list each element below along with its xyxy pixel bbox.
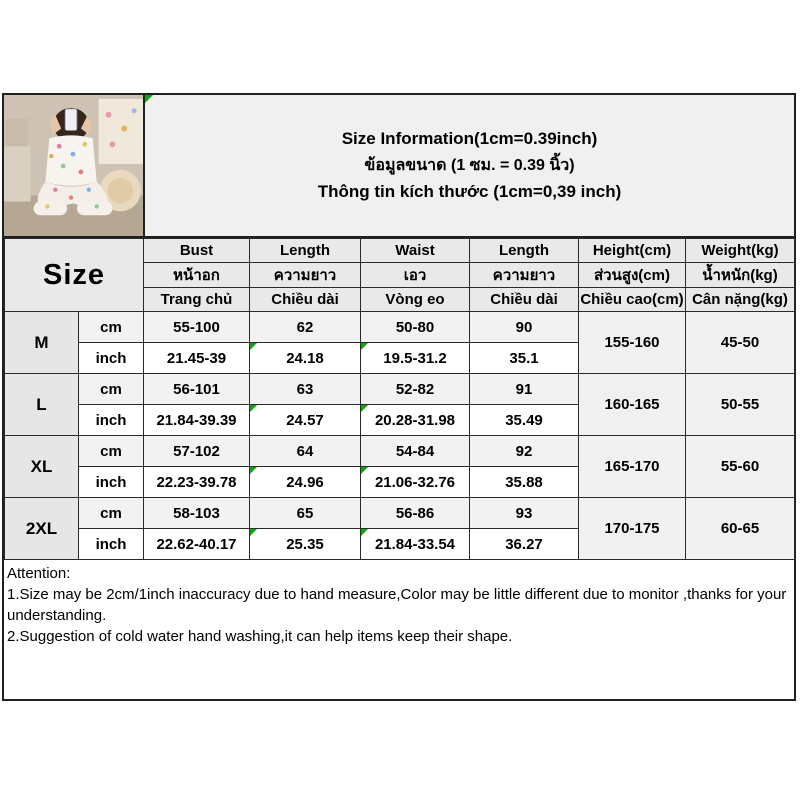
col-header-length2-th: ความยาว xyxy=(470,263,579,288)
unit-cm: cm xyxy=(79,374,144,405)
col-header-weight-en: Weight(kg) xyxy=(686,239,795,263)
m-bust-cm: 55-100 xyxy=(144,312,250,343)
l-length-inch: 24.57 xyxy=(250,405,361,436)
l-length-cm: 63 xyxy=(250,374,361,405)
unit-inch: inch xyxy=(79,405,144,436)
l-bust-inch: 21.84-39.39 xyxy=(144,405,250,436)
m-bust-inch: 21.45-39 xyxy=(144,343,250,374)
header-section xyxy=(4,95,794,238)
size-label-2xl: 2XL xyxy=(5,498,79,560)
m-weight: 45-50 xyxy=(686,312,795,374)
attention-line-2: 2.Suggestion of cold water hand washing,it can help items keep their shape. xyxy=(7,628,513,645)
col-header-height-vi: Chiều cao(cm) xyxy=(579,288,686,312)
col-header-length-th: ความยาว xyxy=(250,263,361,288)
size-information-title xyxy=(145,95,794,236)
title-vietnamese: Thông tin kích thước (1cm=0,39 inch) xyxy=(317,182,622,201)
xl-length-inch: 24.96 xyxy=(250,467,361,498)
col-header-weight-vi: Cân nặng(kg) xyxy=(686,288,795,312)
m-length-cm: 62 xyxy=(250,312,361,343)
l-waist-inch: 20.28-31.98 xyxy=(361,405,470,436)
size-header-cell: Size xyxy=(5,239,144,312)
xl-waist-cm: 54-84 xyxy=(361,436,470,467)
2xl-length-cm: 65 xyxy=(250,498,361,529)
unit-inch: inch xyxy=(79,529,144,560)
m-length2-cm: 90 xyxy=(470,312,579,343)
xl-bust-cm: 57-102 xyxy=(144,436,250,467)
m-length2-inch: 35.1 xyxy=(470,343,579,374)
col-header-height-en: Height(cm) xyxy=(579,239,686,263)
m-height: 155-160 xyxy=(579,312,686,374)
2xl-length-inch: 25.35 xyxy=(250,529,361,560)
xl-length2-inch: 35.88 xyxy=(470,467,579,498)
xl-waist-inch: 21.06-32.76 xyxy=(361,467,470,498)
col-header-waist-en: Waist xyxy=(361,239,470,263)
header-row-english xyxy=(5,239,795,263)
xl-height: 165-170 xyxy=(579,436,686,498)
col-header-bust-en: Bust xyxy=(144,239,250,263)
size-chart-panel xyxy=(2,93,796,701)
unit-inch: inch xyxy=(79,467,144,498)
l-weight: 50-55 xyxy=(686,374,795,436)
excel-error-flag-icon xyxy=(145,95,153,103)
table-row xyxy=(5,436,795,467)
xl-length2-cm: 92 xyxy=(470,436,579,467)
col-header-length2-vi: Chiều dài xyxy=(470,288,579,312)
l-length2-inch: 35.49 xyxy=(470,405,579,436)
size-table xyxy=(4,238,795,560)
xl-length-cm: 64 xyxy=(250,436,361,467)
unit-inch: inch xyxy=(79,343,144,374)
2xl-bust-inch: 22.62-40.17 xyxy=(144,529,250,560)
unit-cm: cm xyxy=(79,498,144,529)
table-row xyxy=(5,498,795,529)
attention-heading: Attention: xyxy=(7,565,71,582)
col-header-length2-en: Length xyxy=(470,239,579,263)
col-header-waist-vi: Vòng eo xyxy=(361,288,470,312)
title-thai: ข้อมูลขนาด (1 ซม. = 0.39 นิ้ว) xyxy=(364,157,575,174)
attention-line-1: 1.Size may be 2cm/1inch inaccuracy due to hand measure,Color may be little different due to monitor ,thanks for your understanding. xyxy=(7,586,787,624)
2xl-bust-cm: 58-103 xyxy=(144,498,250,529)
m-waist-cm: 50-80 xyxy=(361,312,470,343)
unit-cm: cm xyxy=(79,312,144,343)
xl-bust-inch: 22.23-39.78 xyxy=(144,467,250,498)
2xl-weight: 60-65 xyxy=(686,498,795,560)
col-header-bust-vi: Trang chủ xyxy=(144,288,250,312)
size-label-l: L xyxy=(5,374,79,436)
xl-weight: 55-60 xyxy=(686,436,795,498)
2xl-waist-cm: 56-86 xyxy=(361,498,470,529)
col-header-weight-th: น้ำหนัก(kg) xyxy=(686,263,795,288)
2xl-length2-inch: 36.27 xyxy=(470,529,579,560)
m-length-inch: 24.18 xyxy=(250,343,361,374)
l-waist-cm: 52-82 xyxy=(361,374,470,405)
table-row xyxy=(5,312,795,343)
unit-cm: cm xyxy=(79,436,144,467)
m-waist-inch: 19.5-31.2 xyxy=(361,343,470,374)
2xl-waist-inch: 21.84-33.54 xyxy=(361,529,470,560)
size-label-m: M xyxy=(5,312,79,374)
2xl-length2-cm: 93 xyxy=(470,498,579,529)
table-row xyxy=(5,374,795,405)
col-header-length-en: Length xyxy=(250,239,361,263)
product-photo-illustration xyxy=(4,95,143,236)
2xl-height: 170-175 xyxy=(579,498,686,560)
title-english: Size Information(1cm=0.39inch) xyxy=(341,129,598,148)
col-header-bust-th: หน้าอก xyxy=(144,263,250,288)
col-header-waist-th: เอว xyxy=(361,263,470,288)
product-photo xyxy=(4,95,145,236)
l-length2-cm: 91 xyxy=(470,374,579,405)
attention-notes xyxy=(4,560,794,647)
col-header-height-th: ส่วนสูง(cm) xyxy=(579,263,686,288)
l-bust-cm: 56-101 xyxy=(144,374,250,405)
size-label-xl: XL xyxy=(5,436,79,498)
col-header-length-vi: Chiều dài xyxy=(250,288,361,312)
l-height: 160-165 xyxy=(579,374,686,436)
